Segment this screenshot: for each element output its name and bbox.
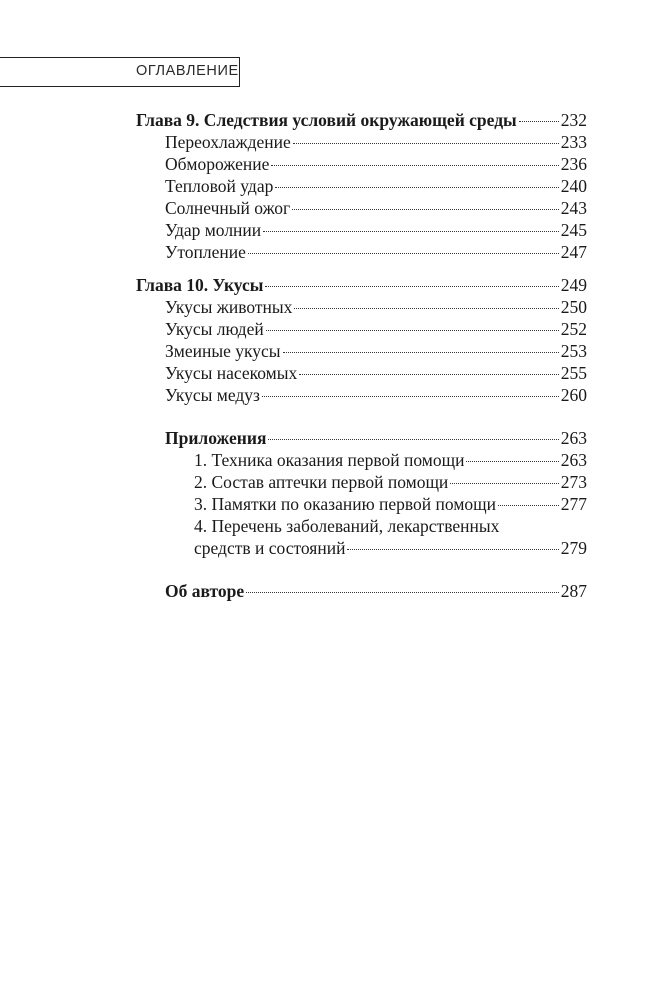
toc-entry-title: Змеиные укусы xyxy=(165,341,281,361)
toc-page-number: 273 xyxy=(560,472,587,492)
toc-entry[interactable] xyxy=(165,131,587,153)
toc-page-number: 243 xyxy=(560,198,587,218)
dot-leader xyxy=(294,308,558,309)
toc-entry[interactable] xyxy=(165,340,587,362)
toc-page-number: 249 xyxy=(560,275,587,295)
toc-entry-title: Обморожение xyxy=(165,154,270,174)
toc-appendix[interactable] xyxy=(165,427,587,449)
toc-entry-title: Укусы животных xyxy=(165,297,293,317)
toc-entry[interactable] xyxy=(194,471,587,493)
toc-page-number: 279 xyxy=(560,538,587,558)
toc-entry[interactable] xyxy=(165,219,587,241)
toc-entry-title: Глава 9. Следствия условий окружающей среды xyxy=(136,110,517,130)
toc-page-number: 287 xyxy=(560,581,587,601)
dot-leader xyxy=(450,483,558,484)
toc-page-number: 263 xyxy=(560,428,587,448)
toc-entry-title: Укусы людей xyxy=(165,319,264,339)
toc-entry[interactable] xyxy=(165,175,587,197)
toc-page-number: 253 xyxy=(560,341,587,361)
toc-entry-title: Утопление xyxy=(165,242,246,262)
dot-leader xyxy=(347,549,558,550)
toc-page-number: 263 xyxy=(560,450,587,470)
dot-leader xyxy=(498,505,559,506)
toc-entry[interactable] xyxy=(165,296,587,318)
toc-page-number: 236 xyxy=(560,154,587,174)
dot-leader xyxy=(266,330,559,331)
toc-about-author[interactable] xyxy=(165,580,587,602)
toc-entry[interactable] xyxy=(165,241,587,263)
running-header: ОГЛАВЛЕНИЕ xyxy=(136,63,239,79)
toc-entry-title: Удар молнии xyxy=(165,220,262,240)
toc-entry[interactable] xyxy=(165,384,587,406)
dot-leader xyxy=(299,374,559,375)
toc-entry[interactable] xyxy=(165,318,587,340)
toc-entry[interactable] xyxy=(194,449,587,471)
dot-leader xyxy=(268,439,558,440)
toc-page-number: 250 xyxy=(560,297,587,317)
dot-leader xyxy=(466,461,558,462)
dot-leader xyxy=(293,143,559,144)
dot-leader xyxy=(292,209,559,210)
toc-entry-title: Об авторе xyxy=(165,581,245,601)
toc-entry-title: 1. Техника оказания первой помощи xyxy=(194,450,465,470)
dot-leader xyxy=(275,187,558,188)
toc-entry-title: Переохлаждение xyxy=(165,132,291,152)
toc-page-number: 245 xyxy=(560,220,587,240)
toc-entry-title: Солнечный ожог xyxy=(165,198,291,218)
toc-entry-title-line1[interactable]: 4. Перечень заболеваний, лекарственных xyxy=(194,516,500,536)
toc-page-number: 252 xyxy=(560,319,587,339)
dot-leader xyxy=(246,592,559,593)
dot-leader xyxy=(248,253,559,254)
toc-entry[interactable] xyxy=(165,362,587,384)
dot-leader xyxy=(265,286,558,287)
toc-page-number: 232 xyxy=(560,110,587,130)
toc-entry-title: Тепловой удар xyxy=(165,176,274,196)
toc-page-number: 277 xyxy=(560,494,587,514)
dot-leader xyxy=(271,165,558,166)
toc-page-number: 255 xyxy=(560,363,587,383)
toc-page-number: 260 xyxy=(560,385,587,405)
toc-page-number: 247 xyxy=(560,242,587,262)
toc-entry-title: Укусы медуз xyxy=(165,385,260,405)
toc-page-number: 240 xyxy=(560,176,587,196)
toc-chapter-10[interactable] xyxy=(136,274,587,296)
dot-leader xyxy=(519,121,559,122)
toc-entry-title: 2. Состав аптечки первой помощи xyxy=(194,472,449,492)
toc-entry-title: средств и состояний xyxy=(194,538,346,558)
dot-leader xyxy=(263,231,559,232)
toc-chapter-9[interactable] xyxy=(136,109,587,131)
dot-leader xyxy=(283,352,559,353)
toc-entry-title: Укусы насекомых xyxy=(165,363,298,383)
toc-entry[interactable] xyxy=(165,153,587,175)
toc-entry-title: Глава 10. Укусы xyxy=(136,275,264,295)
toc-page-number: 233 xyxy=(560,132,587,152)
toc-entry[interactable] xyxy=(165,197,587,219)
toc-entry-title: 3. Памятки по оказанию первой помощи xyxy=(194,494,496,514)
toc-entry[interactable] xyxy=(194,537,587,559)
dot-leader xyxy=(262,396,559,397)
toc-entry[interactable] xyxy=(194,493,587,515)
toc-entry-title: Приложения xyxy=(165,428,267,448)
